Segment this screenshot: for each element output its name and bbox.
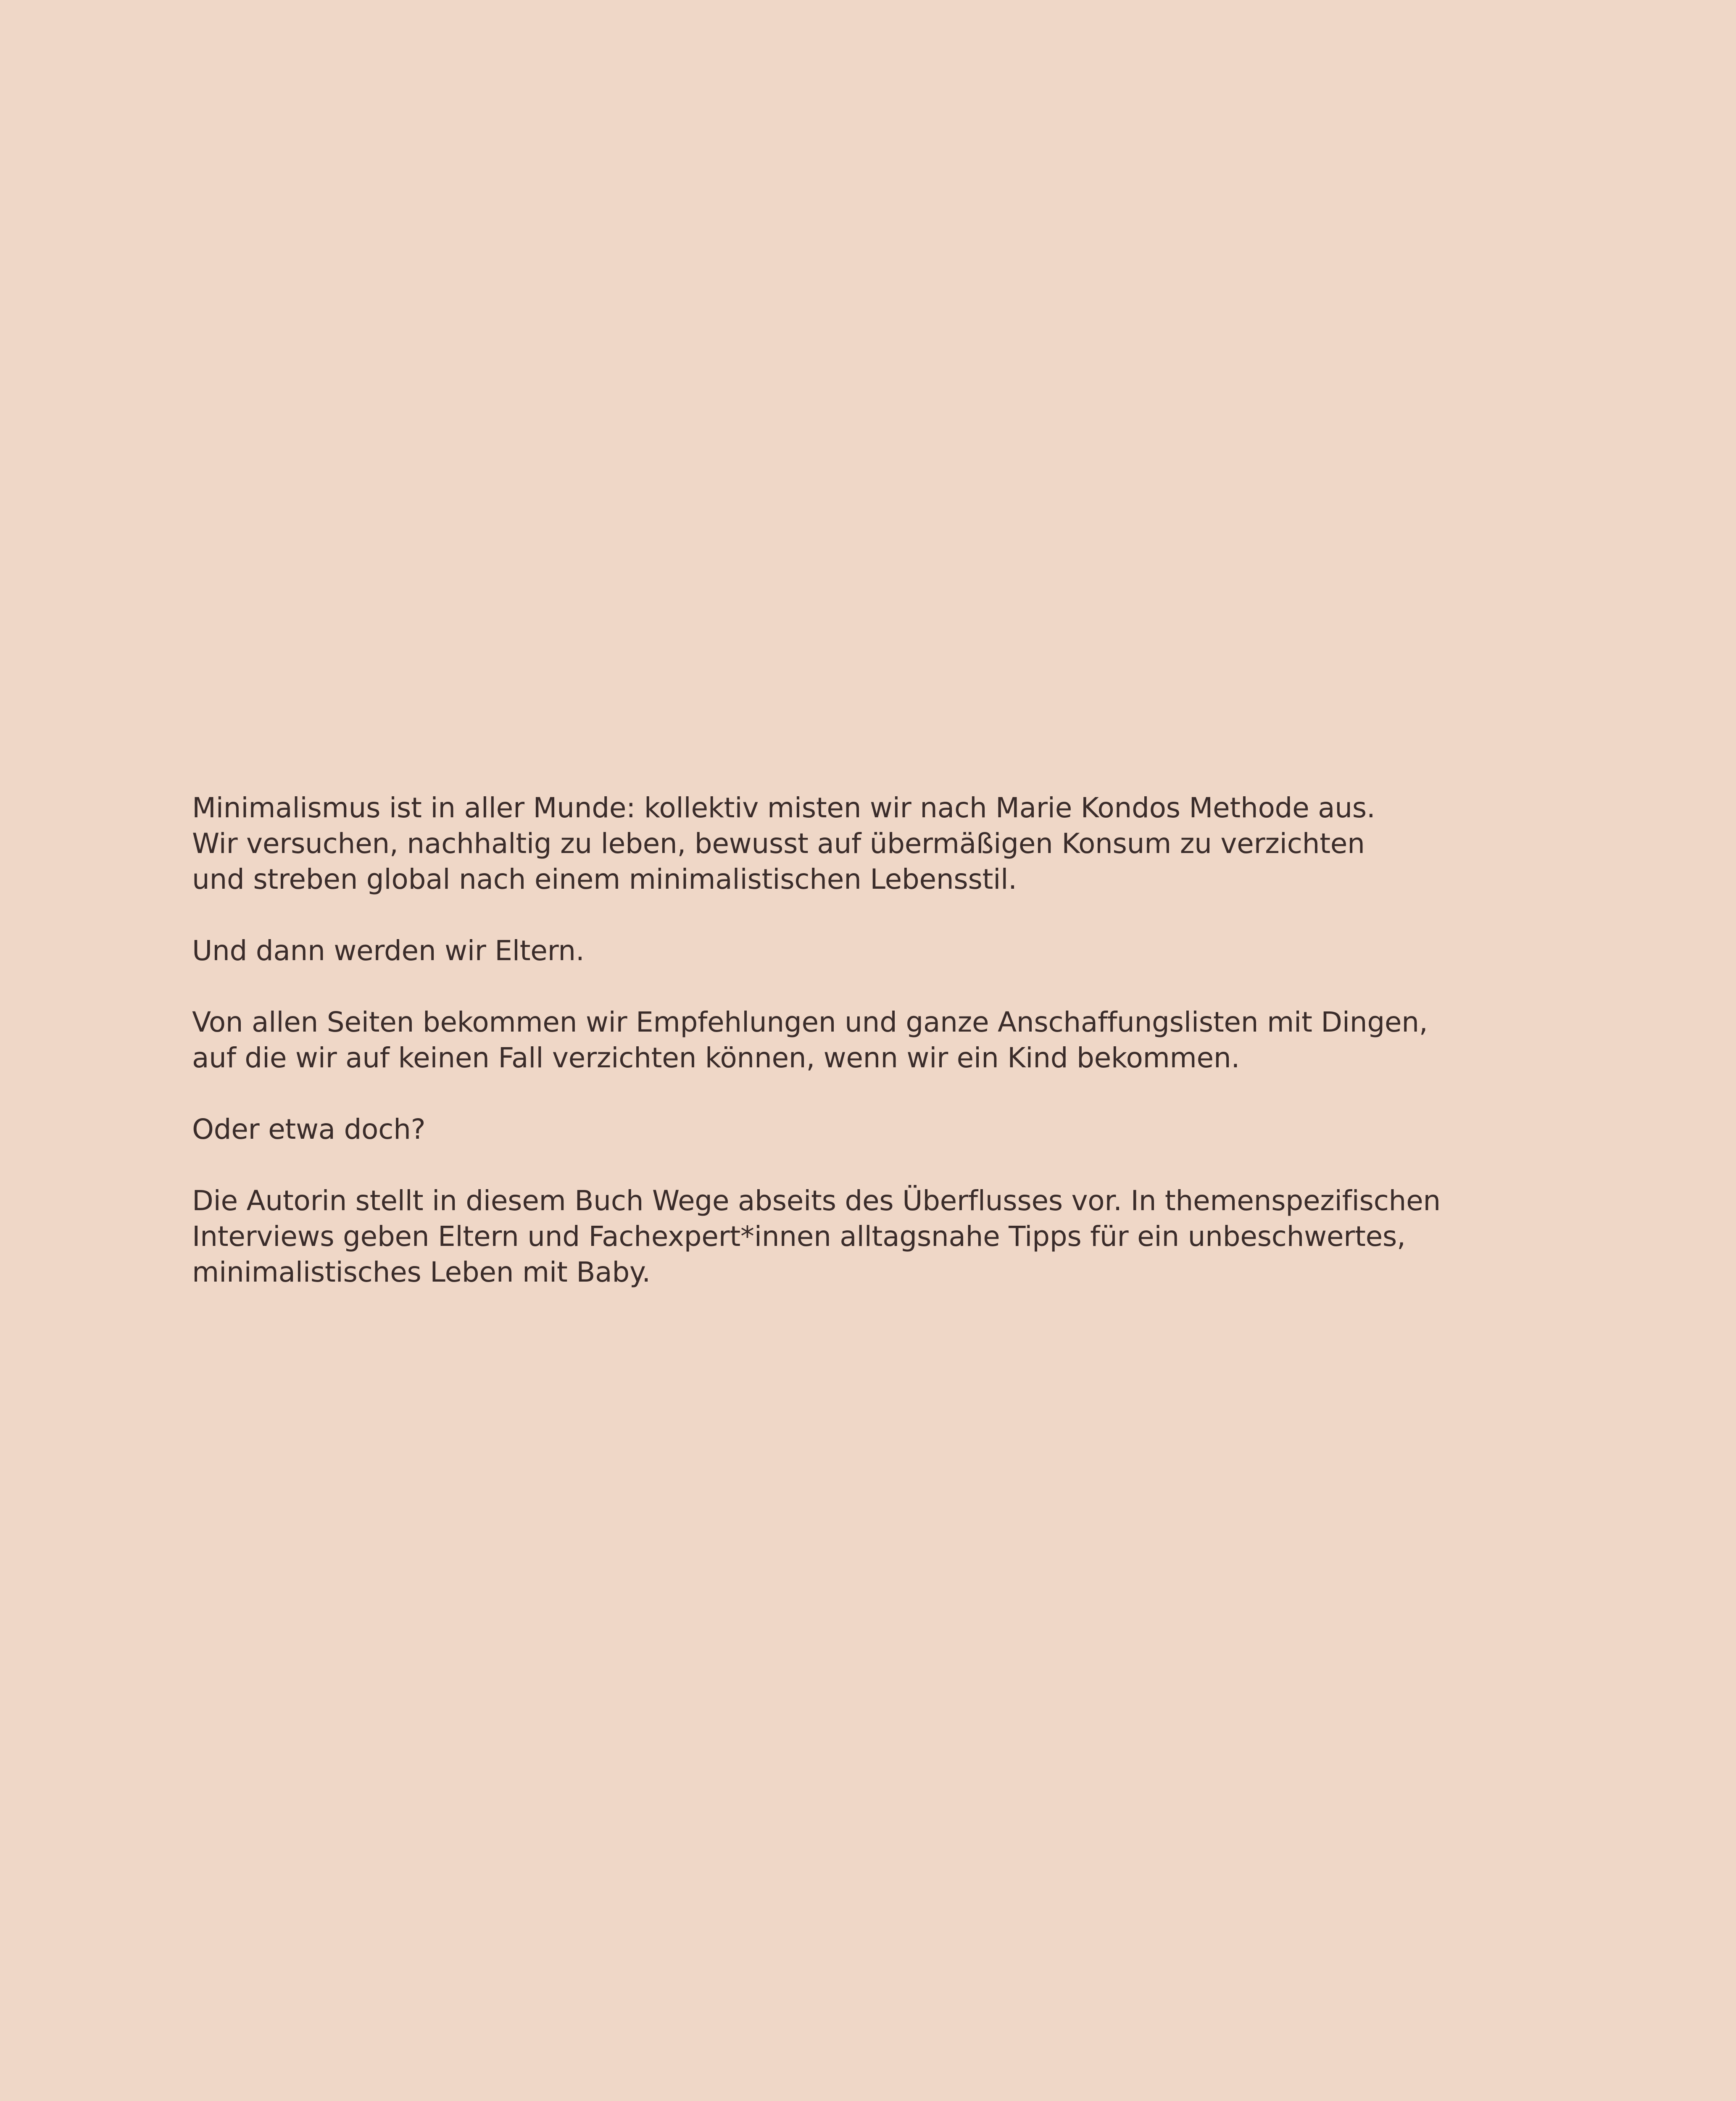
text-line: Von allen Seiten bekommen wir Empfehlungen und ganze Anschaffungslisten mit Dingen, <box>192 1006 1428 1038</box>
text-line: minimalistisches Leben mit Baby. <box>192 1256 651 1288</box>
text-line: Und dann werden wir Eltern. <box>192 935 585 967</box>
text-line: Interviews geben Eltern und Fachexpert*innen alltagsnahe Tipps für ein unbeschwertes, <box>192 1220 1406 1253</box>
text-line: auf die wir auf keinen Fall verzichten können, wenn wir ein Kind bekommen. <box>192 1042 1240 1074</box>
text-line: Wir versuchen, nachhaltig zu leben, bewusst auf übermäßigen Konsum zu verzichten <box>192 827 1365 860</box>
paragraph-question <box>192 1111 1579 1147</box>
paragraph-author <box>192 1183 1579 1290</box>
text-line: Oder etwa doch? <box>192 1113 426 1145</box>
blurb-text <box>192 790 1579 1326</box>
text-line: Die Autorin stellt in diesem Buch Wege abseits des Überflusses vor. In themenspezifischen <box>192 1185 1441 1217</box>
text-line: Minimalismus ist in aller Munde: kollektiv misten wir nach Marie Kondos Methode aus. <box>192 792 1375 824</box>
paragraph-recommendations <box>192 1004 1579 1076</box>
text-line: und streben global nach einem minimalistischen Lebensstil. <box>192 863 1017 895</box>
paragraph-parents <box>192 933 1579 969</box>
paragraph-intro <box>192 790 1579 897</box>
